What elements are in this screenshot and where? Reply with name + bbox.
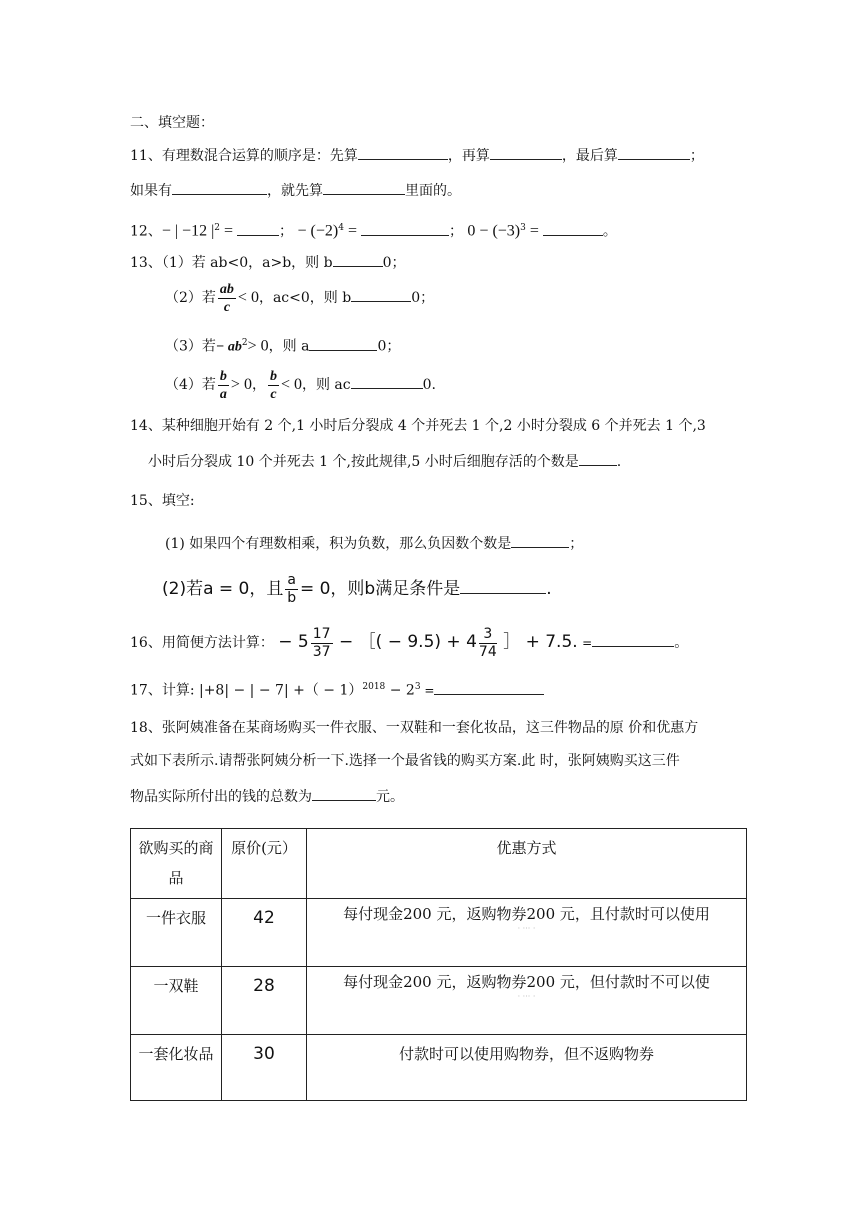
- answer-blank[interactable]: [333, 252, 383, 267]
- fraction: $\frac{17}{37}$: [312, 625, 331, 660]
- section-title: 二、填空题：: [130, 115, 214, 131]
- answer-blank[interactable]: [351, 374, 423, 389]
- question-13-part-1: 13、（1）若 ab<0，a>b，则 b 0；: [130, 252, 406, 273]
- question-11-line-1: 11、有理数混合运算的顺序是：先算 ，再算 ，最后算 ；: [130, 145, 704, 166]
- question-13-part-3: （3）若− $ab^2> 0$，则 a 0；: [165, 337, 401, 355]
- answer-blank[interactable]: [511, 533, 569, 548]
- fraction: $\frac{b}{a}$: [219, 368, 227, 402]
- fraction: $\frac{b}{c}$: [269, 368, 277, 402]
- table-header-row: [131, 829, 747, 899]
- header-item: 欲购买的商品: [131, 829, 222, 899]
- item-cell: 一套化妆品: [131, 1035, 222, 1101]
- item-cell: 一件衣服: [131, 899, 222, 967]
- item-cell: 一双鞋: [131, 967, 222, 1035]
- answer-blank[interactable]: [312, 786, 376, 801]
- answer-blank[interactable]: [361, 221, 449, 236]
- answer-blank[interactable]: [309, 336, 377, 351]
- offer-cell: 付款时可以使用购物券，但不返购物券: [307, 1035, 747, 1101]
- header-price: 原价(元）: [222, 829, 307, 899]
- answer-blank[interactable]: [358, 145, 448, 160]
- fraction: $\frac{ab}{c}$: [219, 281, 234, 315]
- answer-blank[interactable]: [323, 180, 405, 195]
- offer-cell: 每付现金200 元，返购物券200 元，但付款时不可以使 · ··· ·: [307, 967, 747, 1035]
- answer-blank[interactable]: [172, 180, 267, 195]
- question-15-title: 15、填空:: [130, 493, 195, 509]
- price-cell: 30: [222, 1035, 307, 1101]
- table-row: [131, 899, 747, 967]
- fraction: $\frac{a}{b}$: [287, 571, 297, 606]
- question-14-line-2: 小时后分裂成 10 个并死去 1 个,按此规律,5 小时后细胞存活的个数是 .: [148, 451, 621, 472]
- question-18-line-2: 式如下表所示.请帮张阿姨分析一下.选择一个最省钱的购买方案.此 时，张阿姨购买这三件: [130, 753, 680, 769]
- answer-blank[interactable]: [490, 145, 562, 160]
- question-17: 17、计算: |+8| − | − 7| +（ − $1)^{2018} - 2^3$ =: [130, 677, 544, 701]
- question-13-part-4: （4）若 $\frac{b}{a}$ > 0， $\frac{b}{c}$ < 0，则 ac 0.: [165, 368, 436, 402]
- question-13-part-2: （2）若 $\frac{ab}{c}$ < 0，ac<0，则 b 0；: [165, 281, 435, 315]
- pricing-table: [130, 828, 747, 1101]
- question-18-line-3: 物品实际所付出的钱的总数为 元。: [130, 786, 404, 807]
- question-14-line-1: 14、某种细胞开始有 2 个,1 小时后分裂成 4 个并死去 1 个,2 小时分裂成 6 个并死去 1 个,3: [130, 418, 706, 434]
- answer-blank[interactable]: [592, 632, 674, 647]
- answer-blank[interactable]: [618, 145, 690, 160]
- answer-blank[interactable]: [237, 221, 279, 236]
- answer-blank[interactable]: [543, 221, 603, 236]
- answer-blank[interactable]: [351, 287, 411, 302]
- answer-blank[interactable]: [579, 451, 617, 466]
- price-cell: 28: [222, 967, 307, 1035]
- answer-blank[interactable]: [460, 575, 546, 594]
- question-18-line-1: 18、张阿姨准备在某商场购买一件衣服、一双鞋和一套化妆品，这三件物品的原 价和优惠方: [130, 720, 699, 736]
- fraction: $\frac{3}{74}$: [478, 625, 497, 660]
- question-16: 16、用简便方法计算： − 5 $\frac{17}{37}$ − ［( − 9.5) + 4 $\frac{3}{74}$ ］ + 7.5. = 。: [130, 625, 689, 660]
- question-15-part-1: (1) 如果四个有理数相乘，积为负数，那么负因数个数是 ；: [165, 533, 583, 554]
- question-12: 12、− | −12 $|^2$ = ； − $(-2)^4$ = ； $0 - (-3)^3$ = 。: [130, 222, 617, 240]
- offer-cell: 每付现金200 元，返购物券200 元，且付款时可以使用 · ··· ·: [307, 899, 747, 967]
- answer-blank[interactable]: [434, 680, 544, 695]
- table-row: [131, 1035, 747, 1101]
- price-cell: 42: [222, 899, 307, 967]
- header-offer: 优惠方式: [307, 829, 747, 899]
- table-row: [131, 967, 747, 1035]
- question-15-part-2: (2)若a = 0，且 $\frac{a}{b}$ = 0，则b满足条件是 .: [162, 571, 552, 606]
- question-11-line-2: 如果有 ，就先算 里面的。: [130, 180, 461, 201]
